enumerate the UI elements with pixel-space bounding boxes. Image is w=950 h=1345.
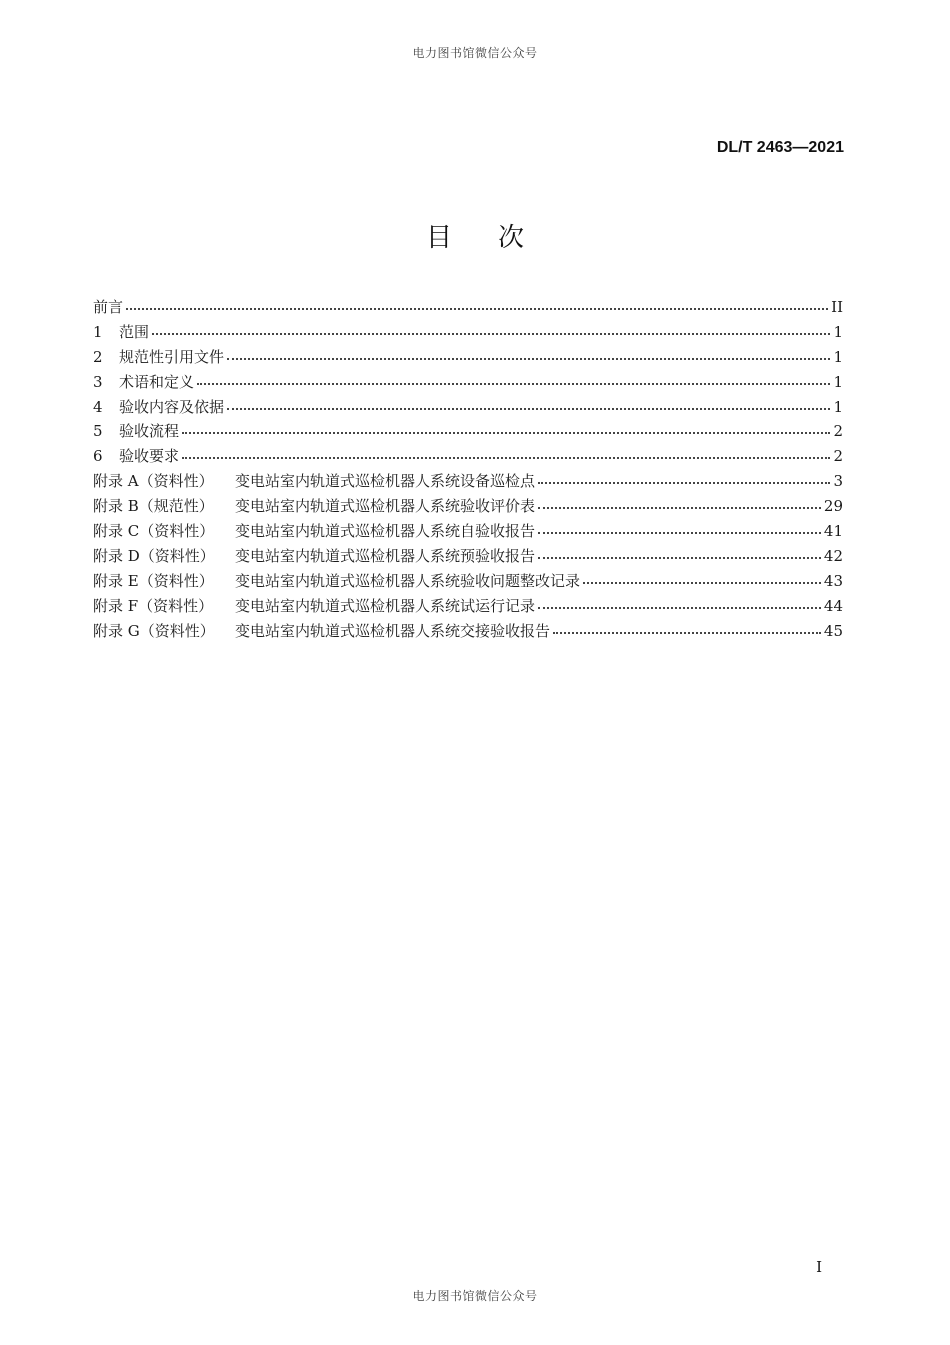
toc-entry[interactable] (93, 545, 843, 570)
toc-entry[interactable] (93, 346, 843, 371)
toc-entry[interactable] (93, 296, 843, 321)
toc-entry-appendix-prefix: 附录 F（资料性） (93, 596, 214, 615)
toc-entry[interactable] (93, 321, 843, 346)
toc-entry-number: 5 (93, 422, 103, 441)
toc-entry-number: 3 (93, 372, 103, 391)
toc-entry-page: 3 (833, 472, 843, 491)
toc-entry[interactable] (93, 470, 843, 495)
toc-leader-dots (538, 468, 830, 484)
toc-entry-page: 1 (833, 322, 843, 341)
toc-entry-appendix-prefix: 附录 E（资料性） (93, 571, 214, 590)
toc-entry-page: 43 (823, 571, 843, 590)
toc-entry-label: 变电站室内轨道式巡检机器人系统设备巡检点 (235, 472, 536, 491)
toc-entry-page: 45 (823, 621, 843, 640)
toc-entry-label: 验收要求 (119, 447, 180, 466)
toc-entry-page: 41 (823, 522, 843, 541)
toc-leader-dots (538, 518, 821, 534)
toc-entry-page: 1 (833, 372, 843, 391)
toc-entry[interactable] (93, 371, 843, 396)
toc-entry-number: 6 (93, 447, 103, 466)
toc-leader-dots (197, 369, 830, 385)
toc-entry-label: 前言 (93, 298, 124, 316)
toc-entry[interactable] (93, 495, 843, 520)
toc-entry-appendix-prefix: 附录 A（资料性） (93, 472, 214, 491)
toc-entry-number: 2 (93, 347, 103, 366)
watermark-top: 电力图书馆微信公众号 (412, 46, 538, 60)
toc-leader-dots (182, 443, 830, 459)
toc-entry-appendix-prefix: 附录 B（规范性） (93, 497, 214, 516)
page-number: I (816, 1258, 822, 1276)
toc-entry-label: 范围 (119, 322, 150, 341)
toc-leader-dots (227, 344, 830, 360)
toc-entry-label: 验收流程 (119, 422, 180, 441)
toc-leader-dots (538, 593, 821, 609)
toc-entry-appendix-prefix: 附录 D（资料性） (93, 546, 215, 565)
toc-leader-dots (126, 294, 828, 310)
toc-entry-page: 2 (833, 422, 843, 441)
toc-entry-page: 42 (823, 546, 843, 565)
toc-entry-label: 规范性引用文件 (119, 347, 225, 366)
toc-entry-page: 1 (833, 347, 843, 366)
table-of-contents (93, 296, 843, 644)
toc-entry-label: 变电站室内轨道式巡检机器人系统试运行记录 (235, 596, 536, 615)
toc-entry-appendix-prefix: 附录 C（资料性） (93, 522, 215, 541)
toc-entry-number: 4 (93, 397, 103, 416)
toc-entry-page: 29 (823, 497, 843, 516)
toc-entry-page: 2 (833, 447, 843, 466)
toc-entry-label: 变电站室内轨道式巡检机器人系统交接验收报告 (235, 621, 551, 640)
toc-leader-dots (152, 319, 830, 335)
toc-leader-dots (553, 618, 821, 634)
standard-code: DL/T 2463—2021 (716, 139, 844, 156)
toc-leader-dots (583, 568, 821, 584)
toc-entry-label: 变电站室内轨道式巡检机器人系统验收评价表 (235, 497, 536, 516)
toc-entry[interactable] (93, 396, 843, 421)
toc-leader-dots (227, 394, 830, 410)
toc-entry-label: 变电站室内轨道式巡检机器人系统自验收报告 (235, 522, 536, 541)
toc-leader-dots (182, 418, 830, 434)
toc-entry-page: 44 (823, 596, 843, 615)
toc-entry-page: 1 (833, 397, 843, 416)
toc-entry-label: 验收内容及依据 (119, 397, 225, 416)
toc-entry[interactable] (93, 520, 843, 545)
toc-entry-label: 术语和定义 (119, 372, 195, 391)
watermark-bottom: 电力图书馆微信公众号 (412, 1289, 538, 1303)
toc-entry[interactable] (93, 595, 843, 620)
toc-entry-page: II (831, 298, 843, 316)
toc-entry[interactable] (93, 620, 843, 645)
toc-entry[interactable] (93, 420, 843, 445)
page-title: 目次 (425, 223, 570, 253)
toc-entry-label: 变电站室内轨道式巡检机器人系统预验收报告 (235, 546, 536, 565)
toc-entry[interactable] (93, 570, 843, 595)
toc-leader-dots (538, 543, 821, 559)
toc-entry[interactable] (93, 445, 843, 470)
toc-entry-number: 1 (93, 322, 103, 341)
toc-entry-appendix-prefix: 附录 G（资料性） (93, 621, 215, 640)
toc-leader-dots (538, 493, 821, 509)
toc-entry-label: 变电站室内轨道式巡检机器人系统验收问题整改记录 (235, 571, 581, 590)
